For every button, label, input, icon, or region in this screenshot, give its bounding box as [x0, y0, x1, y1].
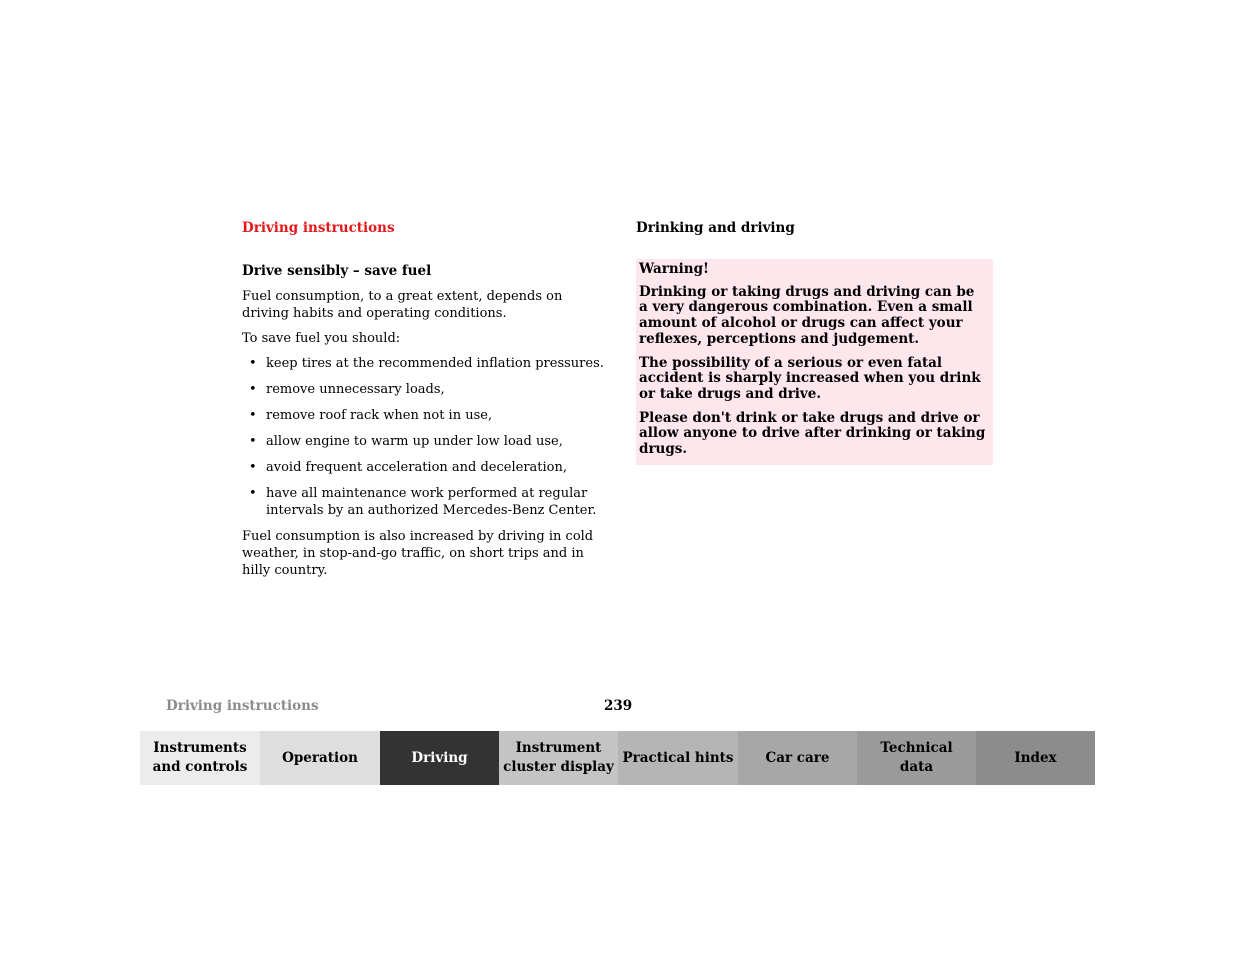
tab-car-care[interactable]: Car care: [738, 731, 857, 785]
list-item-text: avoid frequent acceleration and deceleration,: [266, 460, 567, 475]
intro-lead-in: To save fuel you should:: [242, 331, 401, 346]
bullet-icon: •: [249, 434, 257, 449]
left-column: [242, 220, 607, 587]
list-item-text: have all maintenance work performed at regular intervals by an authorized Mercedes-Benz Center.: [266, 486, 597, 518]
tab-instrument-cluster-display[interactable]: Instrument cluster display: [499, 731, 618, 785]
tab-operation[interactable]: Operation: [260, 731, 380, 785]
list-item: [242, 485, 607, 519]
chapter-nav-bar: [140, 731, 1095, 785]
intro-paragraph: Fuel consumption, to a great extent, depends on driving habits and operating conditions.: [242, 289, 563, 321]
tab-technical-data[interactable]: Technical data: [857, 731, 976, 785]
page-number: 239: [604, 698, 633, 714]
tab-instruments-and-controls[interactable]: Instruments and controls: [140, 731, 260, 785]
fuel-tips-list: [242, 355, 607, 519]
list-item-text: allow engine to warm up under low load use,: [266, 434, 563, 449]
bullet-icon: •: [249, 408, 257, 423]
list-item-text: keep tires at the recommended inflation pressures.: [266, 356, 604, 371]
list-item: [242, 433, 607, 450]
bullet-icon: •: [249, 382, 257, 397]
list-item: [242, 381, 607, 398]
outro-paragraph: Fuel consumption is also increased by driving in cold weather, in stop-and-go traffic, on short trips and in hilly country.: [242, 529, 594, 578]
tab-driving[interactable]: Driving: [380, 731, 499, 785]
warning-box: [636, 259, 993, 465]
list-item: [242, 355, 607, 372]
list-item: [242, 407, 607, 424]
subheading-save-fuel: Drive sensibly – save fuel: [242, 263, 432, 279]
bullet-icon: •: [249, 486, 257, 501]
warning-paragraph: Please don't drink or take drugs and drive or allow anyone to drive after drinking or taking drugs.: [639, 409, 986, 458]
tab-practical-hints[interactable]: Practical hints: [618, 731, 738, 785]
list-item: [242, 459, 607, 476]
bullet-icon: •: [249, 356, 257, 371]
tab-index[interactable]: Index: [976, 731, 1095, 785]
section-title: Driving instructions: [242, 220, 395, 236]
right-column: [636, 220, 993, 465]
footer-section-label: Driving instructions: [166, 698, 319, 714]
warning-title: Warning!: [639, 261, 709, 277]
drinking-driving-title: Drinking and driving: [636, 220, 795, 236]
warning-paragraph: Drinking or taking drugs and driving can be a very dangerous combination. Even a small amount of alcohol or drugs can affect your reflexes, perceptions and judgement.: [639, 283, 975, 347]
warning-paragraph: The possibility of a serious or even fatal accident is sharply increased when you drink or take drugs and drive.: [639, 354, 981, 402]
list-item-text: remove unnecessary loads,: [266, 382, 445, 397]
list-item-text: remove roof rack when not in use,: [266, 408, 493, 423]
bullet-icon: •: [249, 460, 257, 475]
